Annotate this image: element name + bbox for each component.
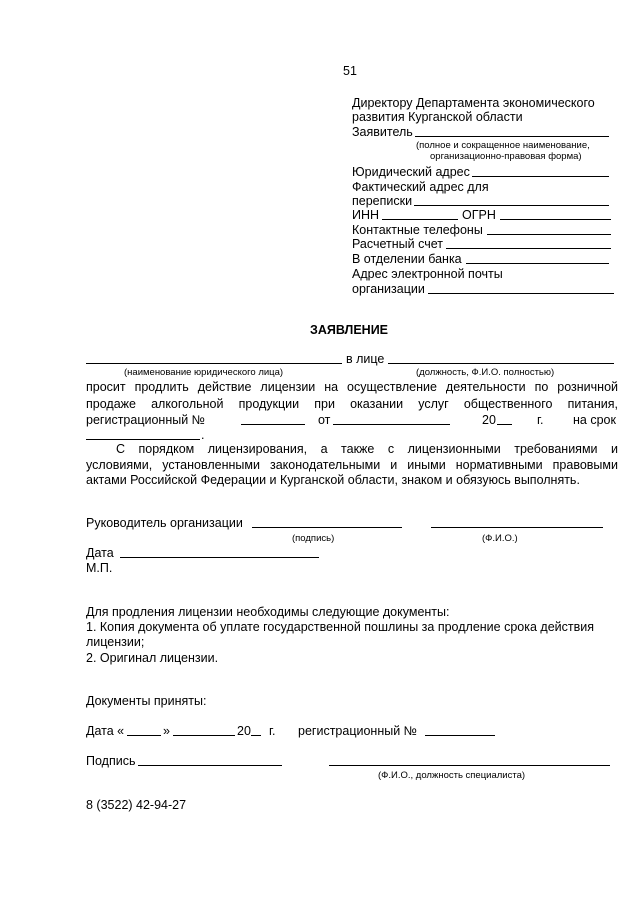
- reg-number-field[interactable]: [241, 424, 305, 425]
- applicant-hint-1: (полное и сокращенное наименование,: [416, 140, 590, 151]
- accepted-sign-field[interactable]: [138, 765, 282, 766]
- entity-name-field[interactable]: [86, 363, 342, 364]
- account-label: Расчетный счет: [352, 237, 443, 251]
- position-name-field[interactable]: [388, 363, 614, 364]
- inn-label: ИНН: [352, 208, 380, 222]
- specialist-field[interactable]: [329, 765, 610, 766]
- actual-address-label-2: переписки: [352, 194, 413, 208]
- accepted-reg-field[interactable]: [425, 735, 495, 736]
- accepted-day-field[interactable]: [127, 735, 161, 736]
- applicant-field[interactable]: [415, 136, 609, 137]
- documents-item-1-line-2: лицензии;: [86, 635, 145, 649]
- email-field[interactable]: [428, 293, 614, 294]
- year-field[interactable]: [497, 424, 512, 425]
- page-number: 51: [343, 64, 357, 78]
- addressee-line-1: Директору Департамента экономического: [352, 96, 595, 110]
- in-person-label: в лице: [346, 352, 385, 366]
- accepted-month-field[interactable]: [173, 735, 235, 736]
- accepted-date-quote: »: [163, 724, 170, 738]
- date-label: Дата: [86, 546, 114, 560]
- request-line-2: продаже алкогольной продукции при оказании услуг общественного питания,: [86, 397, 618, 411]
- paragraph-2-line-2: условиями, установленными законодательными и иными нормативными правовыми: [86, 458, 618, 472]
- phones-field[interactable]: [487, 234, 611, 235]
- legal-address-label: Юридический адрес: [352, 165, 470, 179]
- accepted-year-field[interactable]: [251, 735, 261, 736]
- term-field[interactable]: [86, 439, 200, 440]
- head-label: Руководитель организации: [86, 516, 243, 530]
- ogrn-label: ОГРН: [462, 208, 496, 222]
- bank-field[interactable]: [466, 263, 609, 264]
- term-label: на срок: [573, 413, 616, 427]
- accepted-reg-label: регистрационный №: [298, 724, 418, 738]
- ogrn-field[interactable]: [500, 219, 611, 220]
- signature-date-field[interactable]: [120, 557, 319, 558]
- bank-label: В отделении банка: [352, 252, 462, 266]
- applicant-hint-2: организационно-правовая форма): [430, 151, 582, 162]
- applicant-label: Заявитель: [352, 125, 413, 139]
- head-signature-field[interactable]: [252, 527, 402, 528]
- head-name-field[interactable]: [431, 527, 603, 528]
- paragraph-2-line-3: актами Российской Федерации и Курганской области, знаком и обязуюсь выполнять.: [86, 473, 580, 487]
- accepted-date-label: Дата «: [86, 724, 125, 738]
- accepted-year-suffix: г.: [269, 724, 276, 738]
- legal-address-field[interactable]: [472, 176, 609, 177]
- actual-address-label-1: Фактический адрес для: [352, 180, 489, 194]
- email-label-1: Адрес электронной почты: [352, 267, 503, 281]
- inn-field[interactable]: [382, 219, 458, 220]
- contact-phone: 8 (3522) 42-94-27: [86, 798, 187, 812]
- actual-address-field[interactable]: [414, 205, 609, 206]
- date-field[interactable]: [333, 424, 450, 425]
- addressee-line-2: развития Курганской области: [352, 110, 523, 124]
- name-hint: (Ф.И.О.): [482, 533, 518, 544]
- signature-hint: (подпись): [292, 533, 335, 544]
- document-title: ЗАЯВЛЕНИЕ: [310, 323, 389, 337]
- position-hint: (должность, Ф.И.О. полностью): [416, 367, 555, 378]
- year-suffix: г.: [537, 413, 544, 427]
- accepted-sign-label: Подпись: [86, 754, 136, 768]
- seal-label: М.П.: [86, 561, 113, 575]
- account-field[interactable]: [446, 248, 611, 249]
- year-prefix: 20: [482, 413, 496, 427]
- term-dot: .: [201, 428, 205, 442]
- paragraph-2-line-1: С порядком лицензирования, а также с лицензионными требованиями и: [116, 442, 618, 456]
- specialist-hint: (Ф.И.О., должность специалиста): [378, 770, 526, 781]
- accepted-heading: Документы приняты:: [86, 694, 207, 708]
- accepted-year-prefix: 20: [237, 724, 251, 738]
- email-label-2: организации: [352, 282, 425, 296]
- documents-heading: Для продления лицензии необходимы следующие документы:: [86, 605, 450, 619]
- from-label: от: [318, 413, 331, 427]
- documents-item-1-line-1: 1. Копия документа об уплате государственной пошлины за продление срока действия: [86, 620, 594, 634]
- request-line-1: просит продлить действие лицензии на осуществление деятельности по розничной: [86, 380, 618, 394]
- reg-number-label: регистрационный №: [86, 413, 206, 427]
- documents-item-2: 2. Оригинал лицензии.: [86, 651, 219, 665]
- phones-label: Контактные телефоны: [352, 223, 483, 237]
- entity-hint: (наименование юридического лица): [124, 367, 284, 378]
